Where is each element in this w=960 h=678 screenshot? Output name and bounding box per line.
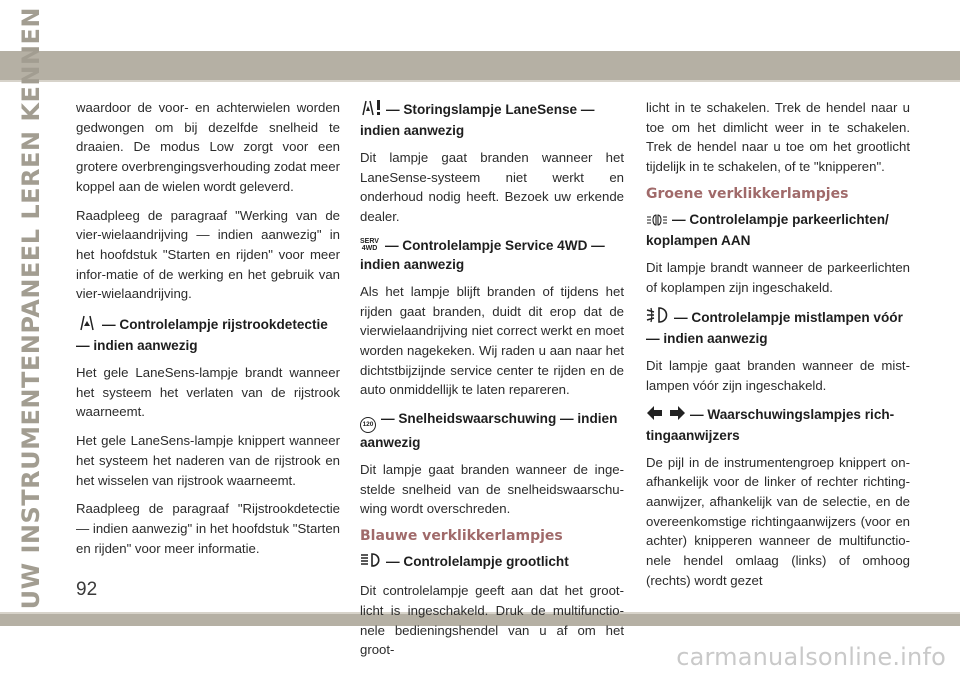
heading-lane-detection: — Controlelampje rijstrookdetectie— indien aanwezig <box>76 313 340 355</box>
heading-speed-warning: 120 — Snelheidswaarschuwing — indien aanwezig <box>360 411 618 451</box>
lane-sense-fault-icon <box>360 98 382 121</box>
paragraph: licht in te schakelen. Trek de hendel naar u toe om het dimlicht weer in te schakelen. Trek de hendel naar u toe om het grootlicht tijdelijk in te schakelen, of te "knipperen". <box>646 100 910 175</box>
lane-sense-icon <box>76 313 98 336</box>
top-band <box>0 51 960 82</box>
turn-signal-arrows-icon <box>646 405 686 426</box>
column-3 <box>646 98 910 600</box>
paragraph: Raadpleeg de paragraaf "Rijstrookdetectie — indien aanwezig" in het hoofdstuk "Starten en rijden" voor meer informatie. <box>76 501 340 556</box>
paragraph: Het gele LaneSens-lampje knippert wanneer het systeem het naderen van de rijstrook en het wisselen van rijstrook waarneemt. <box>76 433 340 488</box>
watermark: carmanualsonline.info <box>676 643 946 671</box>
paragraph: Dit lampje gaat branden wanneer de mist-lampen vóór zijn ingeschakeld. <box>646 358 910 393</box>
paragraph: Dit controlelampje geeft aan dat het groot-licht is ingeschakeld. Druk de multifunctio-nele bedieningshendel van u af om het groot- <box>360 583 624 658</box>
section-heading-blue: Blauwe verklikkerlampjes <box>360 528 563 545</box>
paragraph: waardoor de voor- en achterwielen worden gedwongen om bij dezelfde snelheid te draaien. De modus Low zorgt voor een grotere overbrengingsverhouding zodat meer koppel aan de wielen wordt geleverd. <box>76 100 340 194</box>
speed-warning-icon: 120 <box>360 417 376 433</box>
paragraph: Raadpleeg de paragraaf "Werking van de vier-wielaandrijving — indien aanwezig" in het hoofdstuk "Starten en rijden" voor meer infor-matie of de werking en het gebruik van vier-wielaandrijving. <box>76 207 340 302</box>
heading-high-beam: — Controlelampje grootlicht <box>360 552 624 573</box>
paragraph: Dit lampje gaat branden wanneer de inge-stelde snelheid van de snelheidswaarschu-wing wordt overschreden. <box>360 462 624 517</box>
page-number: 92 <box>76 579 98 600</box>
heading-front-fog: — Controlelampje mistlampen vóór — indien aanwezig <box>646 306 910 348</box>
paragraph: Dit lampje brandt wanneer de parkeerlichten of koplampen zijn ingeschakeld. <box>646 259 910 295</box>
paragraph: De pijl in de instrumentengroep knippert on-afhankelijk voor de linker of rechter richting-aanwijzer, afhankelijk van de selectie, en de overeenkomstige richtingaanwijzers (voor en achter) knipperen wanneer de multifunctio-nele hendel omlaag (links) of omhoog (rechts) wordt gezet <box>646 454 910 588</box>
heading-lanesense-fault: — Storingslampje LaneSense — indien aanwezig <box>360 98 624 140</box>
high-beam-icon <box>360 552 382 573</box>
column-2 <box>360 98 624 669</box>
heading-turn-signals: — Waarschuwingslampjes rich-tingaanwijzers <box>646 406 895 443</box>
parking-lights-icon <box>646 212 668 231</box>
paragraph: Als het lampje blijft branden of tijdens het rijden gaat branden, duidt dit erop dat de vierwielaandrijving niet correct werkt en moet worden nagekeken. Wij raden u aan naar het dichtstbijzijnde service center te rijden en de auto onmiddellijk te laten repareren. <box>360 283 624 398</box>
section-heading-green: Groene verklikkerlampjes <box>646 185 849 202</box>
side-chapter-title: UW INSTRUMENTENPANEEL LEREN KENNEN <box>17 6 45 610</box>
paragraph: Het gele LaneSens-lampje brandt wanneer het systeem het verlaten van de rijstrook waarneemt. <box>76 365 340 420</box>
column-1 <box>76 98 340 567</box>
heading-service-4wd: SERV 4WD — Controlelampje Service 4WD — indien aanwezig <box>360 237 605 272</box>
service-4wd-icon: SERV 4WD <box>360 237 379 252</box>
front-fog-lamp-icon <box>646 306 670 329</box>
heading-parking-lights: — Controlelampje parkeerlichten/ koplampen AAN <box>646 211 889 248</box>
paragraph: Dit lampje gaat branden wanneer het LaneSense-systeem niet werkt en onderhoud nodig heeft. Bezoek uw erkende dealer. <box>360 150 624 225</box>
